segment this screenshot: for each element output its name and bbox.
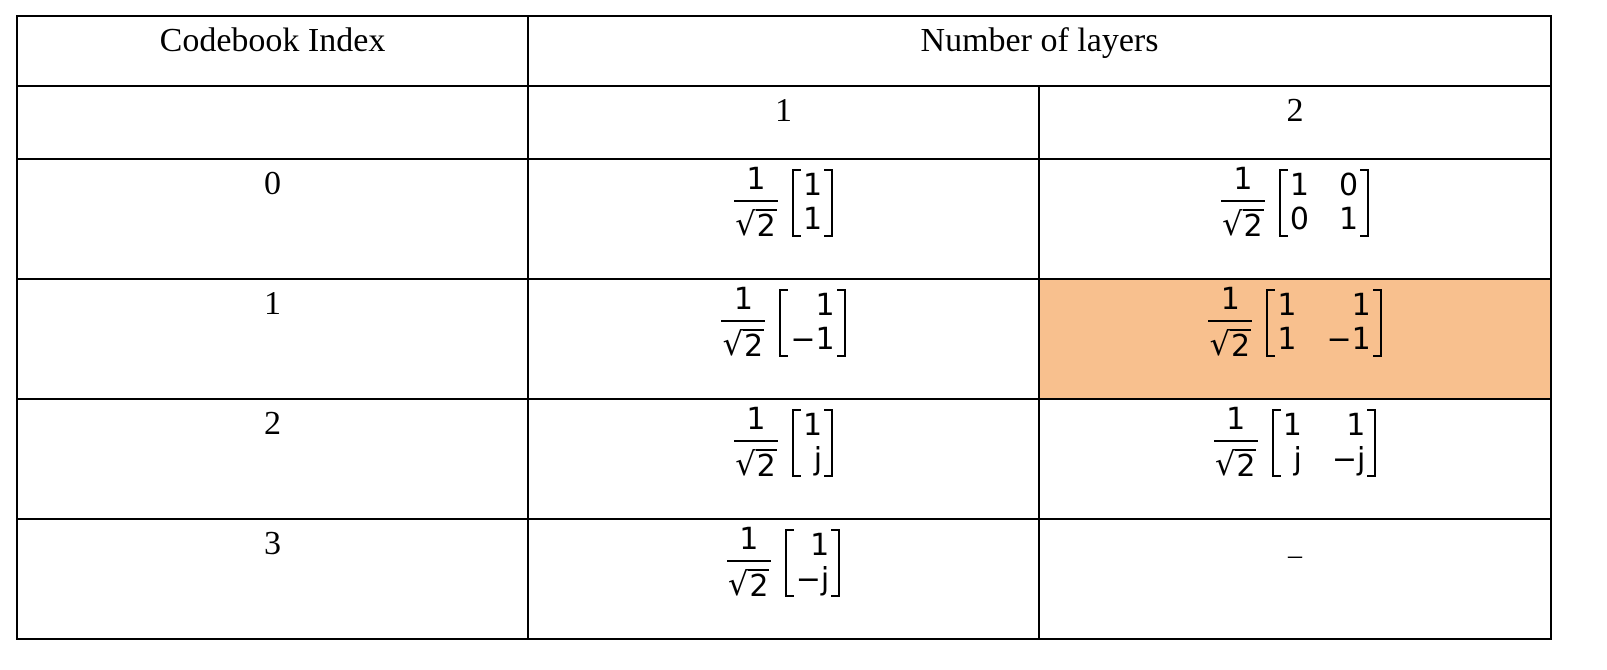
left-bracket: [779, 289, 788, 357]
fraction-one-over-sqrt-two: [1214, 402, 1258, 483]
layer-1-header: [528, 86, 1039, 159]
right-bracket: [1373, 289, 1382, 357]
fraction-numerator: 1: [746, 402, 766, 437]
codebook-index-value: 0: [264, 165, 281, 202]
fraction-denominator: [1215, 443, 1256, 483]
sqrt-sign: √: [735, 445, 756, 483]
matrix-entry: 1: [1277, 287, 1297, 323]
codebook-index-cell: [17, 279, 528, 399]
codebook-index-value: 2: [264, 405, 281, 442]
matrix-expression: [734, 402, 833, 483]
matrix-entry: −j: [1331, 441, 1366, 477]
sqrt-radicand: 2: [1230, 329, 1251, 364]
sqrt-sign: √: [728, 565, 749, 603]
codebook-index-header: [17, 16, 528, 86]
table-row: [17, 519, 1551, 639]
matrix-entry: 1: [802, 167, 823, 203]
fraction-numerator: 1: [1233, 162, 1253, 197]
matrix-expression: [1214, 402, 1377, 483]
matrix-column: [1275, 289, 1298, 357]
table-row: [17, 399, 1551, 519]
codebook-index-cell: [17, 159, 528, 279]
codebook-index-cell: [17, 519, 528, 639]
table-row: [17, 279, 1551, 399]
matrix-entry: 1: [815, 287, 835, 323]
left-bracket: [1272, 409, 1281, 477]
codebook-index-header-text: Codebook Index: [159, 22, 386, 59]
fraction-one-over-sqrt-two: [727, 522, 771, 603]
precoder-cell-layer-2: [1039, 159, 1551, 279]
precoder-cell-layer-1: [528, 399, 1039, 519]
fraction-one-over-sqrt-two: [734, 162, 778, 243]
matrix-entry: −1: [1326, 321, 1371, 357]
matrix-column: [801, 409, 824, 477]
right-bracket: [824, 409, 833, 477]
matrix-column: [1330, 409, 1367, 477]
right-bracket: [1367, 409, 1376, 477]
sqrt-radicand: 2: [749, 569, 769, 604]
fraction-one-over-sqrt-two: [1221, 162, 1265, 243]
sqrt-sign: √: [1214, 445, 1236, 483]
precoder-cell-layer-1: [528, 279, 1039, 399]
matrix-entry: 1: [1351, 287, 1371, 323]
fraction-numerator: 1: [733, 282, 753, 317]
number-of-layers-header-text: Number of layers: [920, 22, 1159, 59]
sqrt-radicand: 2: [744, 329, 764, 364]
number-of-layers-header: [528, 16, 1551, 86]
matrix: [1266, 289, 1381, 357]
matrix-entry: 1: [1346, 407, 1366, 443]
precoder-cell-layer-2: [1039, 279, 1551, 399]
precoder-cell-layer-1: [528, 519, 1039, 639]
fraction-bar: [734, 440, 778, 442]
codebook-table: [16, 15, 1552, 640]
right-bracket: [837, 289, 846, 357]
matrix-column: [1324, 289, 1372, 357]
matrix: [785, 529, 840, 597]
layer-2-header-text: 2: [1286, 92, 1304, 129]
layer-2-header: [1039, 86, 1551, 159]
left-bracket: [792, 409, 801, 477]
sqrt-sign: √: [1222, 205, 1243, 243]
matrix-entry: 1: [1339, 201, 1359, 237]
sqrt-sign: √: [722, 325, 744, 363]
precoder-cell-layer-1: [528, 159, 1039, 279]
matrix-entry: 0: [1289, 201, 1309, 237]
sqrt-sign: √: [735, 205, 756, 243]
layer-1-header-text: 1: [775, 92, 792, 129]
empty-subheader-cell: [17, 86, 528, 159]
fraction-bar: [1214, 440, 1258, 442]
matrix-expression: [727, 522, 840, 603]
fraction-bar: [1208, 320, 1252, 322]
matrix-entry: 1: [802, 201, 823, 237]
matrix-entry: j: [1293, 441, 1302, 477]
fraction-bar: [727, 560, 771, 562]
fraction-denominator: [723, 323, 764, 363]
right-bracket: [824, 169, 833, 237]
sqrt-radicand: 2: [756, 209, 776, 244]
matrix-column: [1288, 169, 1311, 237]
matrix-entry: 1: [1282, 407, 1302, 443]
matrix: [792, 169, 833, 237]
left-bracket: [1266, 289, 1275, 357]
matrix-entry: −1: [790, 321, 835, 357]
sqrt-radicand: 2: [1236, 449, 1256, 484]
matrix: [792, 409, 833, 477]
matrix-entry: 1: [1277, 321, 1297, 357]
fraction-denominator: [728, 563, 769, 603]
fraction-bar: [721, 320, 765, 322]
fraction-one-over-sqrt-two: [734, 402, 778, 483]
codebook-index-value: 3: [264, 525, 281, 562]
matrix: [779, 289, 845, 357]
matrix-entry: 1: [1289, 167, 1309, 203]
matrix-expression: [734, 162, 833, 243]
fraction-denominator: [735, 443, 776, 483]
matrix-entry: j: [813, 441, 823, 477]
matrix-entry: 1: [802, 407, 823, 443]
matrix-column: [801, 169, 824, 237]
table-row: [17, 159, 1551, 279]
matrix-column: [1337, 169, 1360, 237]
right-bracket: [1360, 169, 1369, 237]
codebook-index-cell: [17, 399, 528, 519]
fraction-numerator: 1: [746, 162, 766, 197]
sqrt-sign: √: [1209, 325, 1230, 363]
fraction-one-over-sqrt-two: [721, 282, 765, 363]
sqrt-radicand: 2: [756, 449, 776, 484]
fraction-one-over-sqrt-two: [1208, 282, 1252, 363]
matrix: [1272, 409, 1377, 477]
matrix-column: [794, 529, 831, 597]
matrix: [1279, 169, 1369, 237]
matrix-expression: [721, 282, 845, 363]
sqrt-radicand: 2: [1243, 209, 1263, 244]
codebook-index-value: 1: [264, 285, 281, 322]
matrix-entry: 1: [810, 527, 830, 563]
fraction-denominator: [1222, 203, 1263, 243]
fraction-bar: [734, 200, 778, 202]
fraction-denominator: [1210, 323, 1251, 363]
matrix-expression: [1208, 282, 1381, 363]
fraction-numerator: 1: [1226, 402, 1246, 437]
matrix-expression: [1221, 162, 1369, 243]
matrix-column: [1281, 409, 1304, 477]
fraction-bar: [1221, 200, 1265, 202]
fraction-numerator: 1: [1220, 282, 1240, 317]
matrix-entry: 0: [1339, 167, 1359, 203]
right-bracket: [831, 529, 840, 597]
left-bracket: [792, 169, 801, 237]
precoder-cell-layer-2: [1039, 399, 1551, 519]
layer-subheader-row: [17, 86, 1551, 159]
not-applicable-dash: –: [1288, 540, 1302, 571]
matrix-column: [788, 289, 836, 357]
matrix-entry: −j: [795, 561, 830, 597]
fraction-denominator: [735, 203, 776, 243]
fraction-numerator: 1: [739, 522, 759, 557]
header-row: [17, 16, 1551, 86]
left-bracket: [1279, 169, 1288, 237]
precoder-cell-layer-2: [1039, 519, 1551, 639]
left-bracket: [785, 529, 794, 597]
